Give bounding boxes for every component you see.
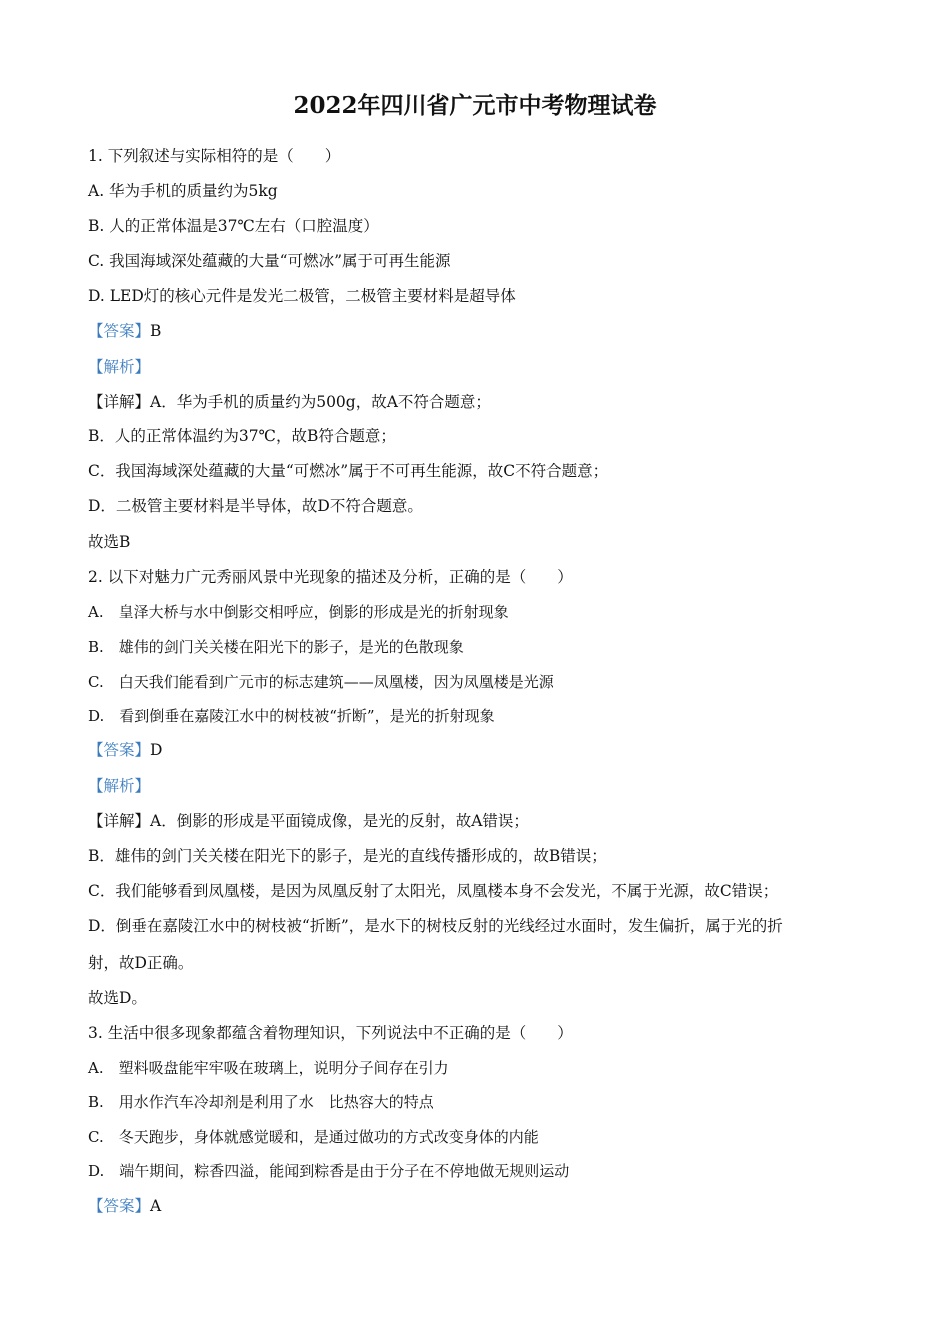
answer-value: B bbox=[150, 322, 162, 340]
question-2-answer bbox=[88, 739, 162, 761]
question-1-analysis-label: 【解析】 bbox=[88, 358, 151, 376]
question-2-option-c: C. 白天我们能看到广元市的标志建筑——凤凰楼，因为凤凰楼是光源 bbox=[88, 673, 554, 691]
question-1-answer bbox=[88, 320, 161, 342]
question-2-detail-4: D．倒垂在嘉陵江水中的树枝被“折断”，是水下的树枝反射的光线经过水面时，发生偏折，属于光的折 bbox=[88, 917, 783, 935]
question-1-option-d: D. LED灯的核心元件是发光二极管，二极管主要材料是超导体 bbox=[88, 287, 516, 305]
question-2-detail-3: C．我们能够看到凤凰楼，是因为凤凰反射了太阳光，凤凰楼本身不会发光，不属于光源，故C错误； bbox=[88, 882, 779, 900]
question-2-option-d: D. 看到倒垂在嘉陵江水中的树枝被“折断”，是光的折射现象 bbox=[88, 707, 495, 725]
question-2-stem: 2. 以下对魅力广元秀丽风景中光现象的描述及分析，正确的是（ ） bbox=[88, 568, 573, 586]
answer-label: 【答案】 bbox=[88, 322, 151, 340]
question-2-option-a: A. 皇泽大桥与水中倒影交相呼应，倒影的形成是光的折射现象 bbox=[88, 603, 509, 621]
question-3-option-b: B. 用水作汽车冷却剂是利用了水 比热容大的特点 bbox=[88, 1093, 434, 1111]
answer-value: A bbox=[150, 1197, 162, 1215]
page-title: 2022年四川省广元市中考物理试卷 bbox=[293, 92, 657, 119]
question-2-detail-2: B．雄伟的剑门关关楼在阳光下的影子，是光的直线传播形成的，故B错误； bbox=[88, 847, 607, 865]
question-3-option-a: A. 塑料吸盘能牢牢吸在玻璃上，说明分子间存在引力 bbox=[88, 1059, 449, 1077]
question-3-stem: 3. 生活中很多现象都蕴含着物理知识，下列说法中不正确的是（ ） bbox=[88, 1024, 573, 1042]
answer-label: 【答案】 bbox=[88, 1197, 151, 1215]
question-1-option-b: B. 人的正常体温是37℃左右（口腔温度） bbox=[88, 217, 379, 235]
question-1-conclusion: 故选B bbox=[88, 533, 131, 551]
question-2-conclusion: 故选D。 bbox=[88, 989, 147, 1007]
question-3-option-c: C. 冬天跑步，身体就感觉暖和，是通过做功的方式改变身体的内能 bbox=[88, 1128, 539, 1146]
question-2-option-b: B. 雄伟的剑门关关楼在阳光下的影子，是光的色散现象 bbox=[88, 638, 464, 656]
detail-text: A．华为手机的质量约为500g，故A不符合题意； bbox=[150, 393, 491, 411]
answer-label: 【答案】 bbox=[88, 741, 151, 759]
detail-text: A．倒影的形成是平面镜成像，是光的反射，故A错误； bbox=[150, 812, 529, 830]
question-3-answer bbox=[88, 1195, 161, 1217]
detail-label: 【详解】 bbox=[88, 393, 151, 411]
question-3-option-d: D. 端午期间，粽香四溢，能闻到粽香是由于分子在不停地做无规则运动 bbox=[88, 1162, 570, 1180]
question-2-analysis-label: 【解析】 bbox=[88, 777, 151, 795]
question-1-detail-2: B．人的正常体温约为37℃，故B符合题意； bbox=[88, 427, 396, 445]
question-1-detail-4: D．二极管主要材料是半导体，故D不符合题意。 bbox=[88, 497, 423, 515]
question-2-detail-1 bbox=[88, 810, 529, 832]
answer-value: D bbox=[150, 741, 163, 759]
question-1-detail-1 bbox=[88, 391, 491, 413]
question-1-stem: 1. 下列叙述与实际相符的是（ ） bbox=[88, 147, 341, 165]
question-1-option-a: A. 华为手机的质量约为5kg bbox=[88, 182, 278, 200]
question-1-detail-3: C．我国海域深处蕴藏的大量“可燃冰”属于不可再生能源，故C不符合题意； bbox=[88, 462, 609, 480]
question-2-detail-4-cont: 射，故D正确。 bbox=[88, 954, 194, 972]
detail-label: 【详解】 bbox=[88, 812, 151, 830]
question-1-option-c: C. 我国海域深处蕴藏的大量“可燃冰”属于可再生能源 bbox=[88, 252, 451, 270]
